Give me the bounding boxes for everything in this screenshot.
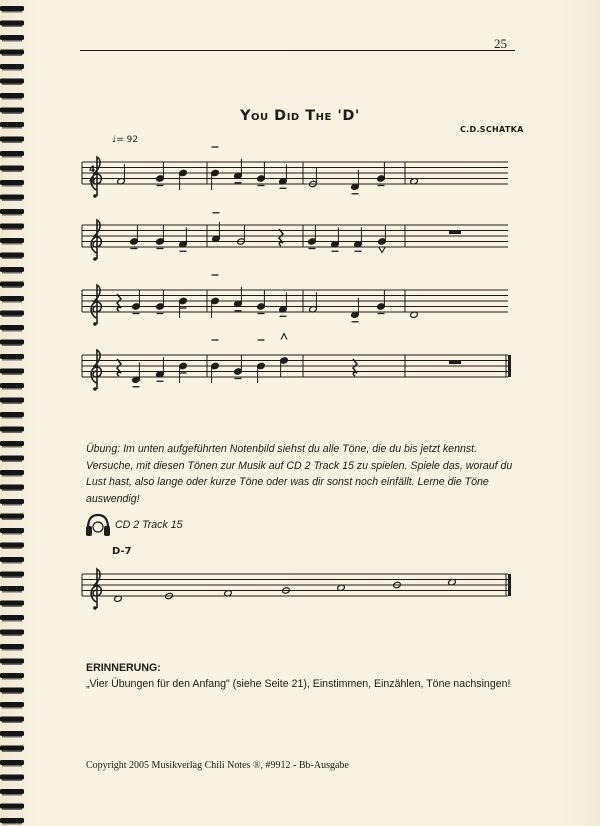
staff-1 xyxy=(82,162,508,184)
note xyxy=(309,167,318,188)
note xyxy=(179,362,188,383)
note xyxy=(377,162,386,186)
note xyxy=(377,290,386,314)
accent-mark xyxy=(379,248,385,253)
time-signature-bottom: 4 xyxy=(89,176,96,186)
exercise-text: Übung: Im unten aufgeführten Notenbild siehst du alle Töne, die du bis jetzt kennst. Versuche, mit diesen Tönen zur Musik auf CD 2 Track 15 zu spielen. Spiele das, worauf du Lust hast, also lange oder kurze Töne oder was dir sonst noch einfällt. Lerne die Töne auswendig! xyxy=(86,443,513,505)
copyright-notice: Copyright 2005 Musikverlag Chili Notes ®, #9912 - Bb-Ausgabe xyxy=(86,760,349,771)
note xyxy=(280,334,289,378)
treble-clef-icon xyxy=(91,569,101,610)
note xyxy=(156,162,165,186)
note xyxy=(156,290,165,314)
note xyxy=(308,225,317,249)
note xyxy=(179,169,188,190)
chord-symbol: D-7 xyxy=(112,546,132,557)
note xyxy=(234,355,243,379)
staff-3 xyxy=(82,290,508,312)
quarter-rest xyxy=(279,229,283,246)
time-signature-top: 4 xyxy=(89,165,96,175)
marcato-mark xyxy=(281,334,287,340)
note xyxy=(179,297,188,318)
whole-rest xyxy=(449,361,461,365)
tempo-marking: ♩= 92 xyxy=(112,135,139,145)
note xyxy=(237,225,246,246)
note xyxy=(378,225,387,253)
note xyxy=(257,290,266,314)
note xyxy=(130,225,139,249)
staff-2 xyxy=(82,225,508,247)
note xyxy=(212,213,221,243)
staff-scale xyxy=(82,574,508,596)
note xyxy=(257,162,266,186)
treble-clef-icon xyxy=(91,350,101,391)
page-number: 25 xyxy=(494,36,507,51)
treble-clef-icon xyxy=(91,157,101,198)
whole-rest xyxy=(449,231,461,235)
composer-credit: C.D.SCHATKA xyxy=(460,125,524,134)
track-label: CD 2 Track 15 xyxy=(115,519,183,531)
reminder-title: ERINNERUNG: xyxy=(86,662,161,674)
reminder-text: „Vier Übungen für den Anfang" (siehe Seite 21), Einstimmen, Einzählen, Töne nachsingen! xyxy=(86,678,511,690)
quarter-rest xyxy=(117,294,121,311)
treble-clef-icon xyxy=(91,285,101,326)
headphones-icon xyxy=(84,512,112,543)
quarter-rest xyxy=(117,359,121,376)
note xyxy=(132,290,141,314)
staff-4 xyxy=(82,355,508,377)
quarter-rest xyxy=(353,359,357,376)
treble-clef-icon xyxy=(91,220,101,261)
song-title: You Did The 'D' xyxy=(240,108,360,124)
note xyxy=(156,225,165,249)
